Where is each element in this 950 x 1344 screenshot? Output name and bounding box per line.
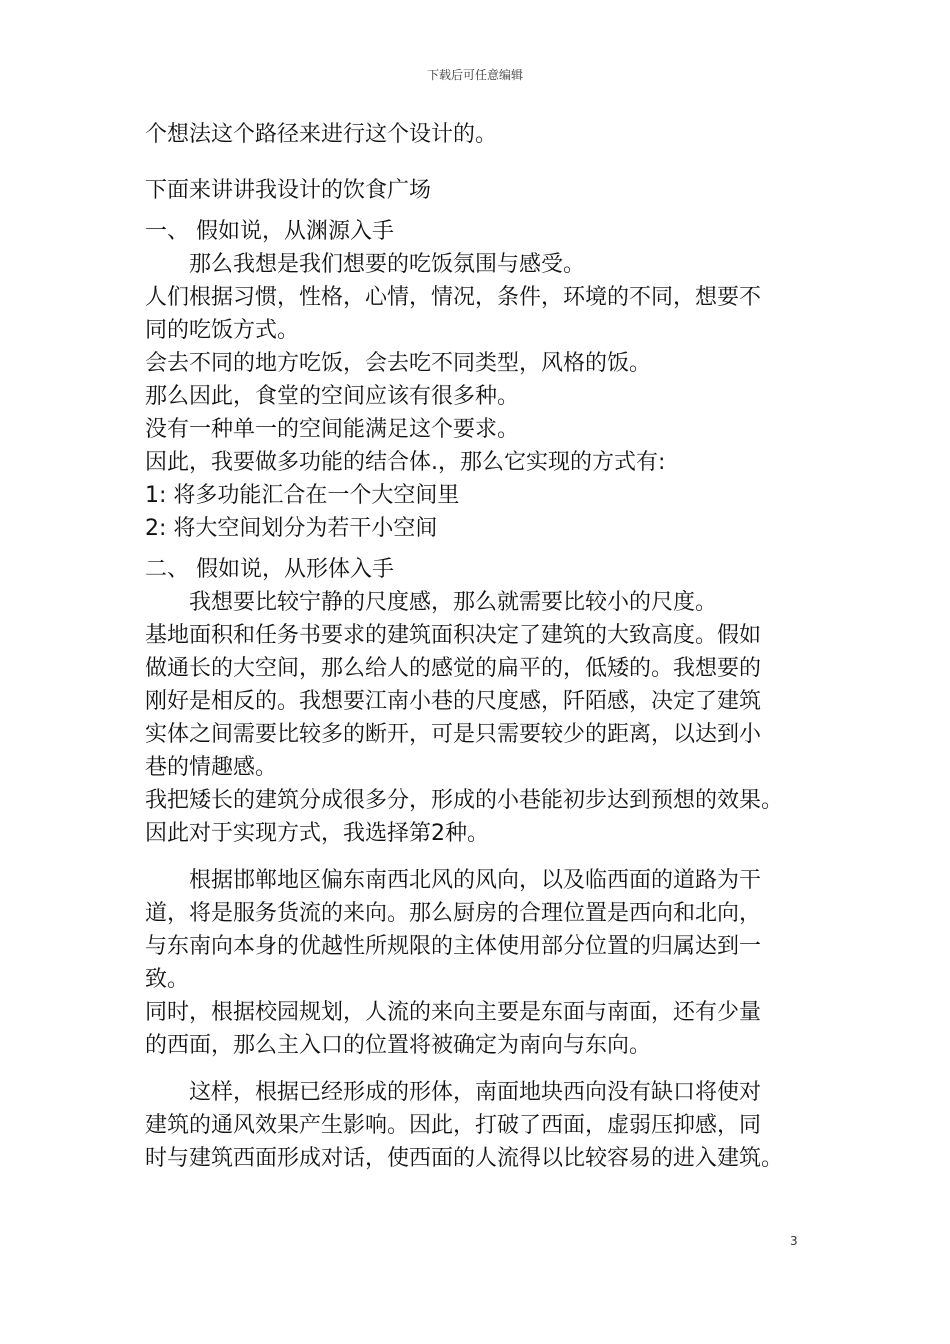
text-line: 道，将是服务货流的来向。那么厨房的合理位置是西向和北向， bbox=[145, 901, 762, 926]
text-line: 致。 bbox=[145, 967, 190, 992]
text-line: 与东南向本身的优越性所规限的主体使用部分位置的归属达到一 bbox=[145, 934, 762, 959]
text-line: 因此，我要做多功能的结合体.，那么它实现的方式有: bbox=[145, 450, 666, 475]
text-line: 我把矮长的建筑分成很多分，形成的小巷能初步达到预想的效果。 bbox=[145, 788, 784, 813]
text-line: 没有一种单一的空间能满足这个要求。 bbox=[145, 417, 520, 442]
text-line: 因此对于实现方式，我选择第2种。 bbox=[145, 821, 489, 846]
text-line: 下面来讲讲我设计的饮食广场 bbox=[145, 178, 432, 203]
text-line: 刚好是相反的。我想要江南小巷的尺度感，阡陌感，决定了建筑 bbox=[145, 689, 762, 714]
text-line: 1: 将多功能汇合在一个大空间里 bbox=[145, 483, 460, 508]
text-line: 做通长的大空间，那么给人的感觉的扁平的，低矮的。我想要的 bbox=[145, 656, 762, 681]
text-line: 时与建筑西面形成对话，使西面的人流得以比较容易的进入建筑。 bbox=[145, 1146, 784, 1171]
text-line: 同时，根据校园规划，人流的来向主要是东面与南面，还有少量 bbox=[145, 1000, 762, 1025]
text-line: 实体之间需要比较多的断开，可是只需要较少的距离，以达到小 bbox=[145, 722, 762, 747]
text-line: 巷的情趣感。 bbox=[145, 755, 278, 780]
page-number: 3 bbox=[790, 1234, 798, 1248]
text-line: 建筑的通风效果产生影响。因此，打破了西面，虚弱压抑感，同 bbox=[145, 1113, 762, 1138]
document-body bbox=[145, 118, 825, 1175]
text-line: 那么因此，食堂的空间应该有很多种。 bbox=[145, 384, 520, 409]
text-line: 这样，根据已经形成的形体，南面地块西向没有缺口将使对 bbox=[189, 1080, 762, 1105]
page-header: 下载后可任意编辑 bbox=[426, 68, 523, 82]
text-line: 会去不同的地方吃饭，会去吃不同类型，风格的饭。 bbox=[145, 351, 652, 376]
text-line: 的西面，那么主入口的位置将被确定为南向与东向。 bbox=[145, 1033, 652, 1058]
text-line: 那么我想是我们想要的吃饭氛围与感受。 bbox=[189, 252, 586, 277]
text-line: 人们根据习惯，性格，心情，情况，条件，环境的不同，想要不 bbox=[145, 285, 762, 310]
text-line: 同的吃饭方式。 bbox=[145, 318, 300, 343]
text-line: 我想要比较宁静的尺度感，那么就需要比较小的尺度。 bbox=[189, 590, 718, 615]
text-line: 2: 将大空间划分为若干小空间 bbox=[145, 516, 438, 541]
section-heading: 二、 假如说，从形体入手 bbox=[145, 557, 394, 582]
text-line: 个想法这个路径来进行这个设计的。 bbox=[145, 122, 498, 147]
section-heading: 一、 假如说，从渊源入手 bbox=[145, 219, 394, 244]
text-line: 根据邯郸地区偏东南西北风的风向，以及临西面的道路为干 bbox=[189, 868, 762, 893]
text-line: 基地面积和任务书要求的建筑面积决定了建筑的大致高度。假如 bbox=[145, 623, 762, 648]
